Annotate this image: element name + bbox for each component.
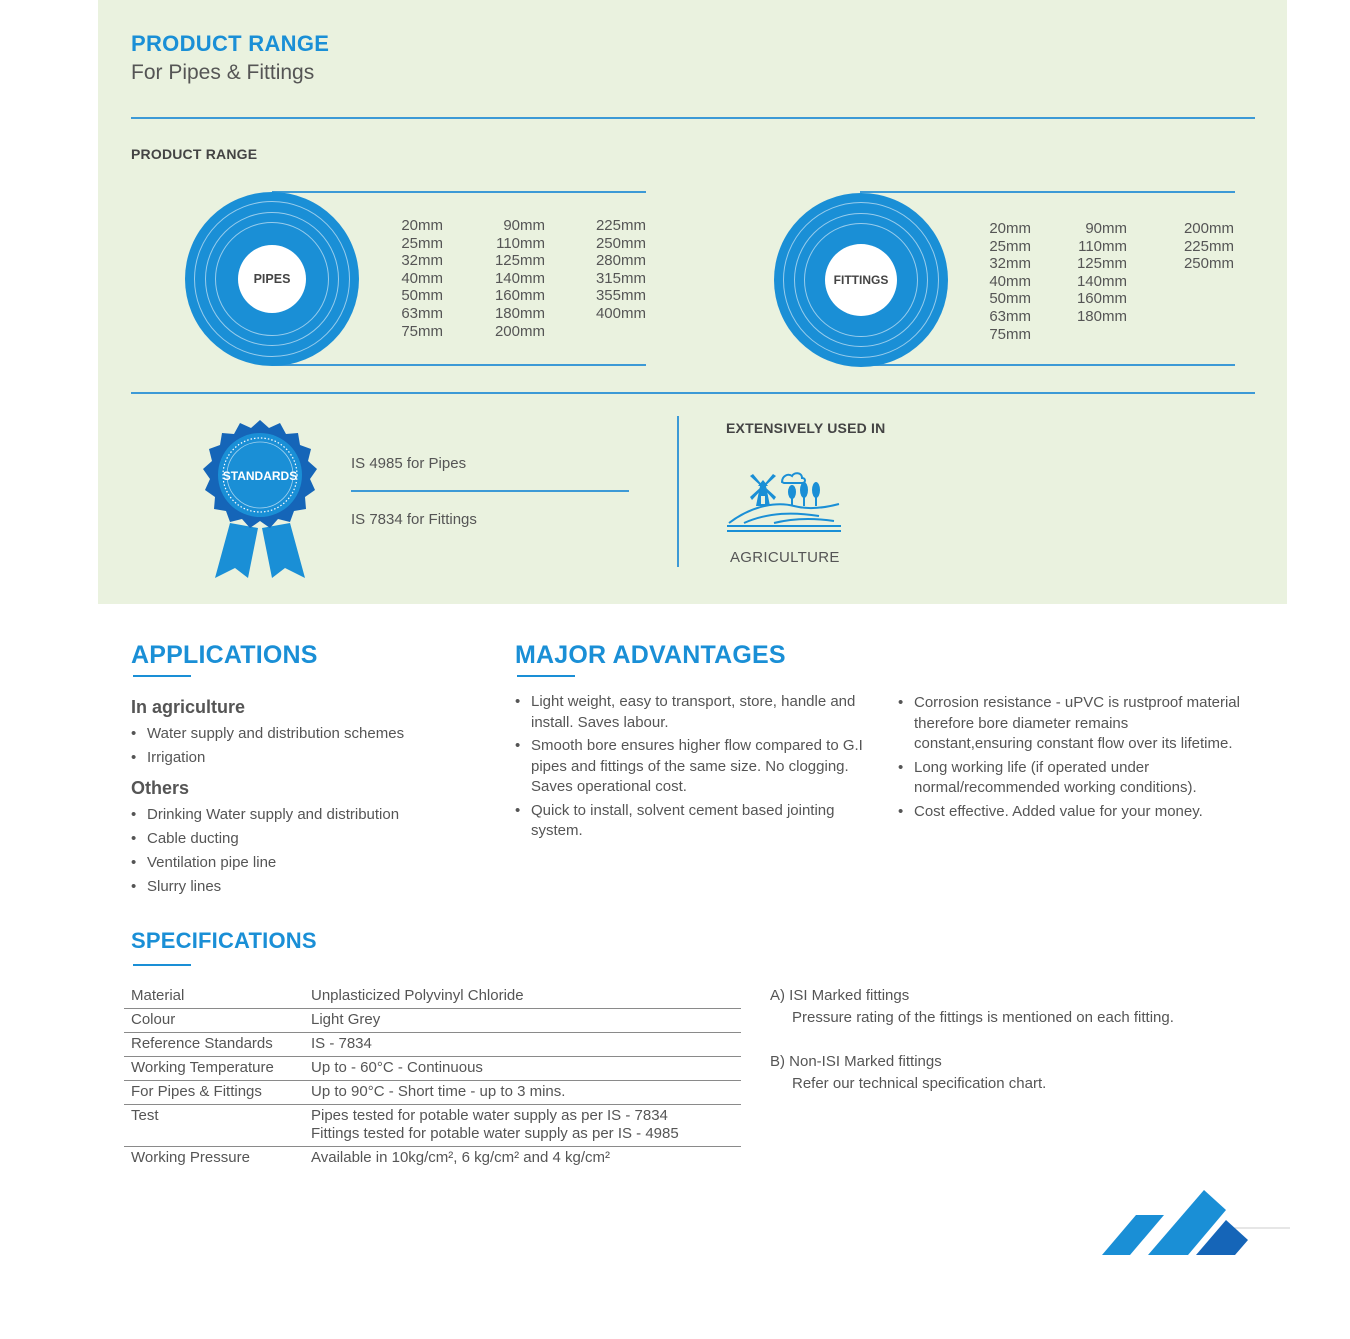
fittings-sizes-col-1: 20mm 25mm 32mm 40mm 50mm 63mm 75mm <box>989 220 1031 343</box>
agriculture-icon <box>724 466 844 536</box>
fittings-sizes-col-2: 90mm 110mm 125mm 140mm 160mm 180mm <box>1076 220 1127 325</box>
note-a-heading: A) ISI Marked fittings <box>770 987 910 1004</box>
badge-label: STANDARDS <box>222 469 298 483</box>
list-item: • Long working life (if operated under normal/recommended working conditions). <box>898 758 1243 799</box>
others-subhead: Others <box>131 778 190 798</box>
pipes-sizes-col-3: 225mm 250mm 280mm 315mm 355mm 400mm <box>595 217 646 322</box>
list-item: • Ventilation pipe line <box>131 851 399 875</box>
spec-key: Test <box>131 1107 159 1124</box>
note-b-heading: B) Non-ISI Marked fittings <box>770 1053 942 1070</box>
list-item: • Smooth bore ensures higher flow compared to G.I pipes and fittings of the same size. No clogging. Saves operational cost. <box>515 736 865 798</box>
applications-title: APPLICATIONS <box>131 641 318 669</box>
divider <box>131 117 1255 119</box>
table-row <box>124 1033 741 1057</box>
list-item: • Drinking Water supply and distribution <box>131 803 399 827</box>
fittings-bottom-line <box>860 364 1235 366</box>
fittings-sizes <box>980 220 1234 343</box>
advantages-list-right <box>898 693 1243 822</box>
pipes-label: PIPES <box>238 245 306 313</box>
list-item: • Quick to install, solvent cement based jointing system. <box>515 801 865 842</box>
spec-key: Working Temperature <box>131 1059 274 1076</box>
specifications-underline <box>133 964 191 966</box>
table-row <box>124 1147 741 1171</box>
spec-key: Material <box>131 987 185 1004</box>
list-item: • Irrigation <box>131 746 404 770</box>
list-item: • Corrosion resistance - uPVC is rustproof material therefore bore diameter remains constant,ensuring constant flow over its lifetime. <box>898 693 1243 755</box>
others-list <box>131 803 399 899</box>
specifications-title: SPECIFICATIONS <box>131 928 317 953</box>
fittings-label: FITTINGS <box>825 244 897 316</box>
fittings-circle <box>774 193 948 367</box>
agriculture-list <box>131 722 404 770</box>
spec-key: Working Pressure <box>131 1149 250 1166</box>
spec-value: IS - 7834 <box>311 1035 372 1052</box>
spec-value: Pipes tested for potable water supply as per IS - 7834 Fittings tested for potable water supply as per IS - 4985 <box>311 1107 679 1142</box>
table-row <box>124 1009 741 1033</box>
table-row <box>124 1057 741 1081</box>
vertical-divider <box>677 416 679 567</box>
usage-label: AGRICULTURE <box>730 549 840 566</box>
table-row <box>124 1105 741 1147</box>
fittings-sizes-col-3: 200mm 225mm 250mm <box>1183 220 1234 273</box>
spec-value: Light Grey <box>311 1011 381 1028</box>
standard-pipes: IS 4985 for Pipes <box>351 455 467 472</box>
pipes-circle <box>185 192 359 366</box>
table-row <box>124 1081 741 1105</box>
divider <box>131 392 1255 394</box>
note-b-body: Refer our technical specification chart. <box>792 1075 1047 1092</box>
pipes-bottom-line <box>272 364 646 366</box>
spec-key: Colour <box>131 1011 176 1028</box>
spec-key: Reference Standards <box>131 1035 273 1052</box>
note-a-body: Pressure rating of the fittings is mentioned on each fitting. <box>792 1009 1174 1026</box>
standards-badge-icon <box>190 418 330 583</box>
page-subtitle: For Pipes & Fittings <box>131 61 315 84</box>
list-item: • Slurry lines <box>131 875 399 899</box>
list-item: • Cable ducting <box>131 827 399 851</box>
brand-logo-icon <box>1100 1188 1290 1258</box>
spec-value: Available in 10kg/cm², 6 kg/cm² and 4 kg/cm² <box>311 1149 611 1166</box>
spec-key: For Pipes & Fittings <box>131 1083 262 1100</box>
table-row <box>124 985 741 1009</box>
usage-heading: EXTENSIVELY USED IN <box>726 420 886 436</box>
specifications-table <box>124 985 741 1170</box>
pipes-top-line <box>272 191 646 193</box>
standard-fittings: IS 7834 for Fittings <box>351 511 477 528</box>
spec-value: Up to 90°C - Short time - up to 3 mins. <box>311 1083 566 1100</box>
list-item: • Water supply and distribution schemes <box>131 722 404 746</box>
pipes-sizes <box>392 217 646 340</box>
advantages-list-left <box>515 692 865 842</box>
spec-value: Up to - 60°C - Continuous <box>311 1059 483 1076</box>
spec-value: Unplasticized Polyvinyl Chloride <box>311 987 524 1004</box>
standards-divider <box>351 490 629 492</box>
advantages-title: MAJOR ADVANTAGES <box>515 641 786 669</box>
fittings-top-line <box>860 191 1235 193</box>
pipes-sizes-col-1: 20mm 25mm 32mm 40mm 50mm 63mm 75mm <box>401 217 443 340</box>
page-title: PRODUCT RANGE <box>131 31 330 56</box>
advantages-underline <box>517 675 575 677</box>
list-item: • Cost effective. Added value for your money. <box>898 802 1243 823</box>
list-item: • Light weight, easy to transport, store, handle and install. Saves labour. <box>515 692 865 733</box>
range-heading: PRODUCT RANGE <box>131 146 258 162</box>
applications-underline <box>133 675 191 677</box>
agriculture-subhead: In agriculture <box>131 697 246 717</box>
pipes-sizes-col-2: 90mm 110mm 125mm 140mm 160mm 180mm 200mm <box>494 217 545 340</box>
